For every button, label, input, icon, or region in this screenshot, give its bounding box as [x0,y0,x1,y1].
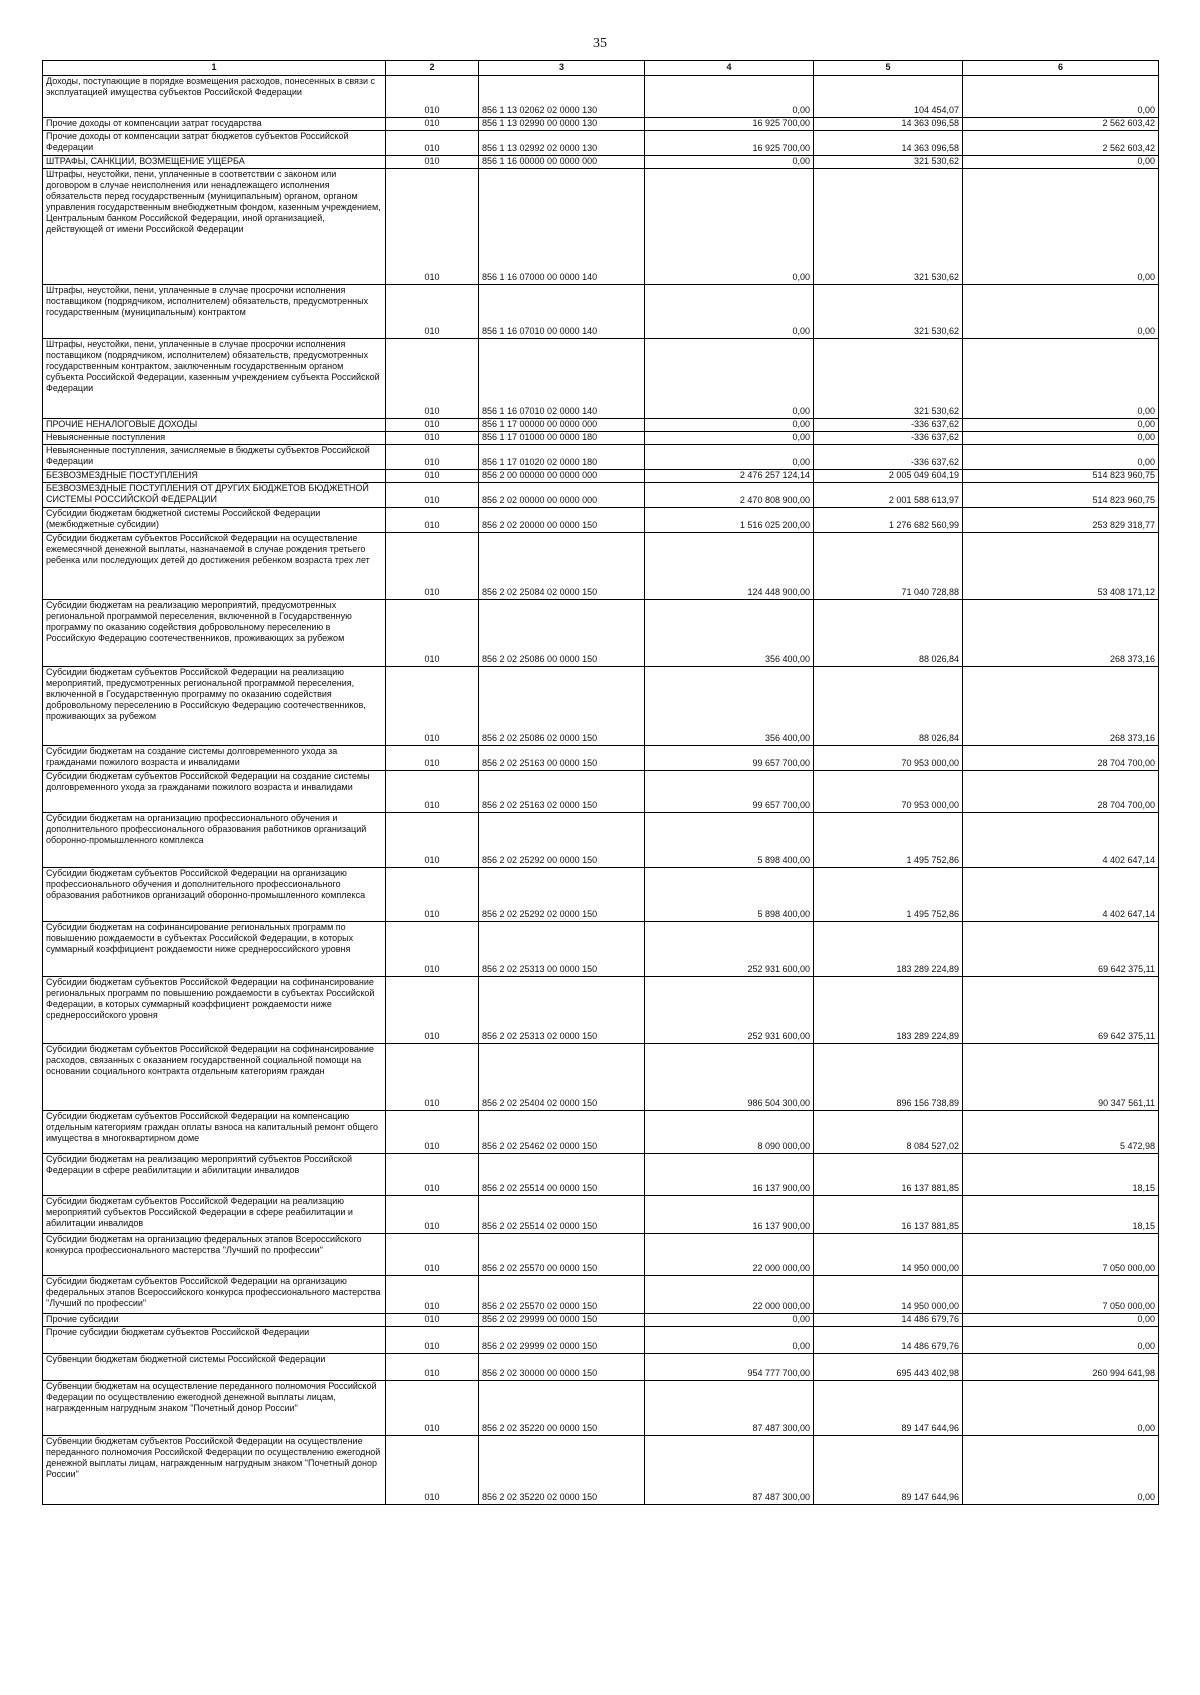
row-name-cell: Субсидии бюджетам субъектов Российской Федерации на осуществление ежемесячной денежной выплаты, назначаемой в случае рождения третьего ребенка или последующих детей до достижения ребенком возраста трех лет [43,533,386,600]
column-header: 3 [479,61,645,76]
row-kbk-cell: 856 1 17 01000 00 0000 180 [479,432,645,445]
table-row [43,1381,1159,1436]
row-code-cell: 010 [386,1276,479,1314]
row-executed-cell: 89 147 644,96 [814,1436,963,1505]
row-executed-cell: 14 486 679,76 [814,1314,963,1327]
row-approved-cell: 8 090 000,00 [645,1111,814,1154]
row-kbk-cell: 856 1 16 07000 00 0000 140 [479,169,645,285]
table-row [43,508,1159,533]
row-unexecuted-cell: 18,15 [963,1196,1159,1234]
row-approved-cell: 2 470 808 900,00 [645,483,814,508]
row-unexecuted-cell: 0,00 [963,1327,1159,1354]
row-code-cell: 010 [386,483,479,508]
row-kbk-cell: 856 2 02 25292 00 0000 150 [479,813,645,868]
row-unexecuted-cell: 18,15 [963,1154,1159,1196]
row-name-cell: Невыясненные поступления, зачисляемые в бюджеты субъектов Российской Федерации [43,445,386,470]
row-approved-cell: 0,00 [645,76,814,118]
table-row [43,1327,1159,1354]
row-name-cell: Субвенции бюджетам на осуществление переданного полномочия Российской Федерации по осуществлению ежегодной денежной выплаты лицам, награжденным нагрудным знаком "Почетный донор России" [43,1381,386,1436]
row-executed-cell: 70 953 000,00 [814,746,963,771]
row-approved-cell: 252 931 600,00 [645,977,814,1044]
row-executed-cell: 14 950 000,00 [814,1276,963,1314]
row-approved-cell: 0,00 [645,419,814,432]
header-row [43,61,1159,76]
row-name-cell: БЕЗВОЗМЕЗДНЫЕ ПОСТУПЛЕНИЯ [43,470,386,483]
row-name-cell: Субсидии бюджетам субъектов Российской Федерации на реализацию мероприятий, предусмотренных региональной программой переселения, включенной в Государственную программу по оказанию содействия добровольному переселению в Российскую Федерацию соотечественников, проживающих за рубежом [43,667,386,746]
row-unexecuted-cell: 0,00 [963,1381,1159,1436]
row-kbk-cell: 856 2 02 25086 00 0000 150 [479,600,645,667]
row-approved-cell: 2 476 257 124,14 [645,470,814,483]
row-unexecuted-cell: 28 704 700,00 [963,771,1159,813]
table-row [43,1154,1159,1196]
row-code-cell: 010 [386,131,479,156]
row-name-cell: Субсидии бюджетам субъектов Российской Федерации на организацию федеральных этапов Всероссийского конкурса профессионального мастерства "Лучший по профессии" [43,1276,386,1314]
row-code-cell: 010 [386,667,479,746]
column-header: 1 [43,61,386,76]
row-executed-cell: 104 454,07 [814,76,963,118]
row-executed-cell: -336 637,62 [814,432,963,445]
row-code-cell: 010 [386,1354,479,1381]
row-kbk-cell: 856 2 02 25084 02 0000 150 [479,533,645,600]
row-kbk-cell: 856 2 00 00000 00 0000 000 [479,470,645,483]
row-executed-cell: 88 026,84 [814,667,963,746]
table-row [43,470,1159,483]
row-code-cell: 010 [386,1314,479,1327]
table-row [43,1276,1159,1314]
row-name-cell: Субсидии бюджетам на реализацию мероприятий, предусмотренных региональной программой переселения, включенной в Государственную программу по оказанию содействия добровольному переселению в Российскую Федерацию соотечественников, проживающих за рубежом [43,600,386,667]
row-unexecuted-cell: 253 829 318,77 [963,508,1159,533]
row-code-cell: 010 [386,813,479,868]
row-unexecuted-cell: 268 373,16 [963,667,1159,746]
row-executed-cell: 8 084 527,02 [814,1111,963,1154]
row-kbk-cell: 856 1 16 07010 00 0000 140 [479,285,645,339]
row-code-cell: 010 [386,868,479,922]
row-unexecuted-cell: 4 402 647,14 [963,868,1159,922]
row-approved-cell: 986 504 300,00 [645,1044,814,1111]
page-number: 35 [593,36,607,51]
row-approved-cell: 0,00 [645,339,814,419]
row-name-cell: Субсидии бюджетам на создание системы долговременного ухода за гражданами пожилого возраста и инвалидами [43,746,386,771]
table-row [43,977,1159,1044]
row-kbk-cell: 856 1 16 07010 02 0000 140 [479,339,645,419]
row-approved-cell: 0,00 [645,432,814,445]
row-kbk-cell: 856 1 16 00000 00 0000 000 [479,156,645,169]
row-executed-cell: 1 276 682 560,99 [814,508,963,533]
row-code-cell: 010 [386,533,479,600]
row-code-cell: 010 [386,1381,479,1436]
row-kbk-cell: 856 2 02 25570 02 0000 150 [479,1276,645,1314]
row-executed-cell: 16 137 881,85 [814,1154,963,1196]
row-approved-cell: 99 657 700,00 [645,746,814,771]
row-code-cell: 010 [386,1044,479,1111]
row-executed-cell: 695 443 402,98 [814,1354,963,1381]
row-kbk-cell: 856 2 02 25570 00 0000 150 [479,1234,645,1276]
row-name-cell: Прочие субсидии бюджетам субъектов Российской Федерации [43,1327,386,1354]
row-code-cell: 010 [386,1436,479,1505]
row-unexecuted-cell: 260 994 641,98 [963,1354,1159,1381]
column-header: 2 [386,61,479,76]
row-approved-cell: 0,00 [645,156,814,169]
row-name-cell: Штрафы, неустойки, пени, уплаченные в соответствии с законом или договором в случае неисполнения или ненадлежащего исполнения обязательств перед государственным (муниципальным) органом, органом управления государственным внебюджетным фондом, казенным учреждением, Центральным банком Российской Федерации, иной организацией, действующей от имени Российской Федерации [43,169,386,285]
row-executed-cell: 1 495 752,86 [814,868,963,922]
table-row [43,922,1159,977]
row-kbk-cell: 856 2 02 25163 00 0000 150 [479,746,645,771]
row-approved-cell: 124 448 900,00 [645,533,814,600]
row-approved-cell: 16 137 900,00 [645,1154,814,1196]
row-executed-cell: 14 486 679,76 [814,1327,963,1354]
row-name-cell: Субвенции бюджетам бюджетной системы Российской Федерации [43,1354,386,1381]
row-name-cell: Штрафы, неустойки, пени, уплаченные в случае просрочки исполнения поставщиком (подрядчиком, исполнителем) обязательств, предусмотренных государственным (муниципальным) контрактом [43,285,386,339]
row-code-cell: 010 [386,285,479,339]
table-row [43,1196,1159,1234]
row-executed-cell: 321 530,62 [814,169,963,285]
row-approved-cell: 16 925 700,00 [645,118,814,131]
row-name-cell: Субсидии бюджетам субъектов Российской Федерации на софинансирование региональных программ по повышению рождаемости в субъектах Российской Федерации, в которых суммарный коэффициент рождаемости ниже среднероссийского уровня [43,977,386,1044]
row-approved-cell: 0,00 [645,285,814,339]
row-unexecuted-cell: 69 642 375,11 [963,977,1159,1044]
row-kbk-cell: 856 2 02 20000 00 0000 150 [479,508,645,533]
row-executed-cell: 2 005 049 604,19 [814,470,963,483]
row-approved-cell: 22 000 000,00 [645,1234,814,1276]
row-approved-cell: 954 777 700,00 [645,1354,814,1381]
row-name-cell: Субсидии бюджетам на софинансирование региональных программ по повышению рождаемости в субъектах Российской Федерации, в которых суммарный коэффициент рождаемости ниже среднероссийского уровня [43,922,386,977]
table-row [43,76,1159,118]
row-code-cell: 010 [386,1111,479,1154]
row-kbk-cell: 856 2 02 35220 00 0000 150 [479,1381,645,1436]
row-approved-cell: 356 400,00 [645,667,814,746]
table-row [43,1354,1159,1381]
row-kbk-cell: 856 1 17 01020 02 0000 180 [479,445,645,470]
row-code-cell: 010 [386,1234,479,1276]
row-code-cell: 010 [386,600,479,667]
row-unexecuted-cell: 0,00 [963,445,1159,470]
row-code-cell: 010 [386,977,479,1044]
row-executed-cell: 71 040 728,88 [814,533,963,600]
row-name-cell: Субвенции бюджетам субъектов Российской Федерации на осуществление переданного полномочия Российской Федерации по осуществлению ежегодной денежной выплаты лицам, награжденным нагрудным знаком "Почетный донор России" [43,1436,386,1505]
row-kbk-cell: 856 2 02 25163 02 0000 150 [479,771,645,813]
row-executed-cell: 2 001 588 613,97 [814,483,963,508]
row-name-cell: Субсидии бюджетам бюджетной системы Российской Федерации (межбюджетные субсидии) [43,508,386,533]
row-kbk-cell: 856 2 02 25313 00 0000 150 [479,922,645,977]
row-unexecuted-cell: 90 347 561,11 [963,1044,1159,1111]
row-unexecuted-cell: 53 408 171,12 [963,533,1159,600]
row-unexecuted-cell: 2 562 603,42 [963,118,1159,131]
row-executed-cell: 321 530,62 [814,339,963,419]
row-approved-cell: 22 000 000,00 [645,1276,814,1314]
row-kbk-cell: 856 2 02 25086 02 0000 150 [479,667,645,746]
table-row [43,483,1159,508]
table-row [43,868,1159,922]
table-row [43,419,1159,432]
table-row [43,813,1159,868]
row-unexecuted-cell: 69 642 375,11 [963,922,1159,977]
row-unexecuted-cell: 0,00 [963,285,1159,339]
row-code-cell: 010 [386,470,479,483]
row-unexecuted-cell: 0,00 [963,169,1159,285]
row-executed-cell: 183 289 224,89 [814,977,963,1044]
row-approved-cell: 0,00 [645,445,814,470]
row-unexecuted-cell: 514 823 960,75 [963,470,1159,483]
row-kbk-cell: 856 2 02 25462 02 0000 150 [479,1111,645,1154]
table-row [43,156,1159,169]
row-name-cell: Субсидии бюджетам субъектов Российской Федерации на организацию профессионального обучения и дополнительного профессионального образования работников организаций оборонно-промышленного комплекса [43,868,386,922]
row-unexecuted-cell: 7 050 000,00 [963,1276,1159,1314]
table-row [43,131,1159,156]
row-executed-cell: 14 363 096,58 [814,118,963,131]
row-name-cell: Субсидии бюджетам субъектов Российской Федерации на создание системы долговременного ухода за гражданами пожилого возраста и инвалидами [43,771,386,813]
row-approved-cell: 0,00 [645,1314,814,1327]
row-executed-cell: 89 147 644,96 [814,1381,963,1436]
row-kbk-cell: 856 2 02 25514 02 0000 150 [479,1196,645,1234]
table-row [43,746,1159,771]
row-approved-cell: 16 925 700,00 [645,131,814,156]
row-unexecuted-cell: 0,00 [963,419,1159,432]
row-code-cell: 010 [386,445,479,470]
table-row [43,533,1159,600]
row-unexecuted-cell: 28 704 700,00 [963,746,1159,771]
row-kbk-cell: 856 2 02 29999 00 0000 150 [479,1314,645,1327]
row-kbk-cell: 856 1 17 00000 00 0000 000 [479,419,645,432]
row-executed-cell: 183 289 224,89 [814,922,963,977]
row-name-cell: Субсидии бюджетам субъектов Российской Федерации на компенсацию отдельным категориям граждан оплаты взноса на капитальный ремонт общего имущества в многоквартирном доме [43,1111,386,1154]
row-name-cell: Субсидии бюджетам на организацию федеральных этапов Всероссийского конкурса профессионального мастерства "Лучший по профессии" [43,1234,386,1276]
table-row [43,432,1159,445]
row-kbk-cell: 856 1 13 02990 00 0000 130 [479,118,645,131]
row-unexecuted-cell: 5 472,98 [963,1111,1159,1154]
row-code-cell: 010 [386,419,479,432]
table-row [43,118,1159,131]
row-executed-cell: 14 363 096,58 [814,131,963,156]
row-approved-cell: 99 657 700,00 [645,771,814,813]
row-name-cell: Субсидии бюджетам на реализацию мероприятий субъектов Российской Федерации в сфере реабилитации и абилитации инвалидов [43,1154,386,1196]
row-kbk-cell: 856 2 02 35220 02 0000 150 [479,1436,645,1505]
row-code-cell: 010 [386,1196,479,1234]
column-header: 4 [645,61,814,76]
row-code-cell: 010 [386,156,479,169]
table-row [43,1314,1159,1327]
row-code-cell: 010 [386,118,479,131]
table-row [43,285,1159,339]
table-row [43,600,1159,667]
row-approved-cell: 16 137 900,00 [645,1196,814,1234]
row-name-cell: Невыясненные поступления [43,432,386,445]
row-code-cell: 010 [386,339,479,419]
row-executed-cell: -336 637,62 [814,445,963,470]
row-kbk-cell: 856 2 02 00000 00 0000 000 [479,483,645,508]
row-code-cell: 010 [386,169,479,285]
row-executed-cell: 896 156 738,89 [814,1044,963,1111]
row-code-cell: 010 [386,432,479,445]
row-code-cell: 010 [386,746,479,771]
row-approved-cell: 252 931 600,00 [645,922,814,977]
row-executed-cell: 1 495 752,86 [814,813,963,868]
row-name-cell: Прочие доходы от компенсации затрат бюджетов субъектов Российской Федерации [43,131,386,156]
row-unexecuted-cell: 268 373,16 [963,600,1159,667]
table-row [43,1234,1159,1276]
row-kbk-cell: 856 2 02 25404 02 0000 150 [479,1044,645,1111]
row-kbk-cell: 856 2 02 25292 02 0000 150 [479,868,645,922]
row-executed-cell: 321 530,62 [814,285,963,339]
row-name-cell: Прочие доходы от компенсации затрат государства [43,118,386,131]
row-kbk-cell: 856 1 13 02992 02 0000 130 [479,131,645,156]
row-approved-cell: 0,00 [645,1327,814,1354]
row-kbk-cell: 856 2 02 29999 02 0000 150 [479,1327,645,1354]
row-approved-cell: 0,00 [645,169,814,285]
row-executed-cell: -336 637,62 [814,419,963,432]
row-name-cell: Субсидии бюджетам субъектов Российской Федерации на реализацию мероприятий субъектов Российской Федерации в сфере реабилитации и абилитации инвалидов [43,1196,386,1234]
row-unexecuted-cell: 0,00 [963,1436,1159,1505]
budget-report-table [42,60,1159,1505]
row-code-cell: 010 [386,1327,479,1354]
row-kbk-cell: 856 2 02 25313 02 0000 150 [479,977,645,1044]
table-row [43,445,1159,470]
row-code-cell: 010 [386,1154,479,1196]
row-approved-cell: 356 400,00 [645,600,814,667]
row-unexecuted-cell: 7 050 000,00 [963,1234,1159,1276]
row-unexecuted-cell: 514 823 960,75 [963,483,1159,508]
row-approved-cell: 1 516 025 200,00 [645,508,814,533]
table-row [43,339,1159,419]
row-kbk-cell: 856 2 02 25514 00 0000 150 [479,1154,645,1196]
row-executed-cell: 321 530,62 [814,156,963,169]
row-code-cell: 010 [386,922,479,977]
row-executed-cell: 88 026,84 [814,600,963,667]
row-executed-cell: 14 950 000,00 [814,1234,963,1276]
row-name-cell: ПРОЧИЕ НЕНАЛОГОВЫЕ ДОХОДЫ [43,419,386,432]
row-name-cell: БЕЗВОЗМЕЗДНЫЕ ПОСТУПЛЕНИЯ ОТ ДРУГИХ БЮДЖЕТОВ БЮДЖЕТНОЙ СИСТЕМЫ РОССИЙСКОЙ ФЕДЕРАЦИИ [43,483,386,508]
row-name-cell: Субсидии бюджетам на организацию профессионального обучения и дополнительного профессионального образования работников организаций оборонно-промышленного комплекса [43,813,386,868]
row-approved-cell: 87 487 300,00 [645,1436,814,1505]
column-header: 6 [963,61,1159,76]
row-kbk-cell: 856 2 02 30000 00 0000 150 [479,1354,645,1381]
table-row [43,1111,1159,1154]
row-name-cell: Доходы, поступающие в порядке возмещения расходов, понесенных в связи с эксплуатацией имущества субъектов Российской Федерации [43,76,386,118]
table-row [43,1044,1159,1111]
row-unexecuted-cell: 2 562 603,42 [963,131,1159,156]
row-unexecuted-cell: 0,00 [963,1314,1159,1327]
table-row [43,169,1159,285]
row-executed-cell: 70 953 000,00 [814,771,963,813]
row-kbk-cell: 856 1 13 02062 02 0000 130 [479,76,645,118]
table-row [43,1436,1159,1505]
table-row [43,667,1159,746]
row-code-cell: 010 [386,771,479,813]
row-approved-cell: 5 898 400,00 [645,868,814,922]
row-name-cell: ШТРАФЫ, САНКЦИИ, ВОЗМЕЩЕНИЕ УЩЕРБА [43,156,386,169]
row-unexecuted-cell: 0,00 [963,156,1159,169]
row-unexecuted-cell: 0,00 [963,432,1159,445]
row-approved-cell: 87 487 300,00 [645,1381,814,1436]
row-unexecuted-cell: 0,00 [963,76,1159,118]
row-name-cell: Прочие субсидии [43,1314,386,1327]
column-header: 5 [814,61,963,76]
row-code-cell: 010 [386,508,479,533]
row-approved-cell: 5 898 400,00 [645,813,814,868]
row-name-cell: Субсидии бюджетам субъектов Российской Федерации на софинансирование расходов, связанных с оказанием государственной социальной помощи на основании социального контракта отдельным категориям граждан [43,1044,386,1111]
row-name-cell: Штрафы, неустойки, пени, уплаченные в случае просрочки исполнения поставщиком (подрядчиком, исполнителем) обязательств, предусмотренных государственным контрактом, заключенным государственным органом субъекта Российской Федерации, казенным учреждением субъекта Российской Федерации [43,339,386,419]
table-row [43,771,1159,813]
row-code-cell: 010 [386,76,479,118]
row-unexecuted-cell: 0,00 [963,339,1159,419]
row-executed-cell: 16 137 881,85 [814,1196,963,1234]
row-unexecuted-cell: 4 402 647,14 [963,813,1159,868]
